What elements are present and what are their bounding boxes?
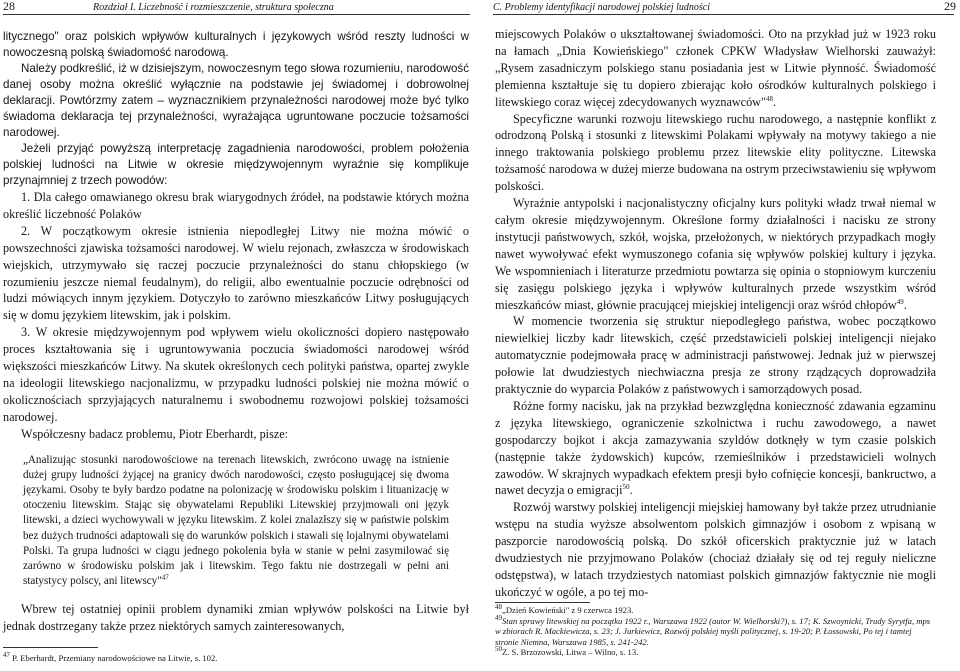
paragraph-text: Wyraźnie antypolski i nacjonalistyczny oficjalny kurs polityki władz trwał niemal w całym okresie międzywojennym. Określone formy działalności i nacisku ze strony instytucji państwowych, szkół, wojska, przełożonych, w niektórych przypadkach mogły nawet wywoływać efekt wymuszonego cofania się wpływów polskiej kultury i języka. We wspomnieniach i literaturze przedmiotu powtarza się opinia o stopniowym kurczeniu się zasięgu polskiego języka i wpływów kulturalnych przede wszystkim wśród mieszkańców miast, głównie pracującej miejskiej inteligencji oraz wśród chłopów (495, 196, 936, 312)
footnote-text: P. Eberhardt, Przemiany narodowościowe na Litwie, s. 102. (12, 653, 218, 663)
left-page-number: 28 (3, 0, 15, 13)
footnote-ref: 49 (896, 297, 904, 306)
footnote (3, 653, 469, 664)
footnote-number: 49 (495, 613, 502, 622)
paragraph: Współczesny badacz problemu, Piotr Eberhardt, pisze: (21, 426, 289, 441)
footnote-rule (495, 602, 590, 603)
left-running-title: Rozdział I. Liczebność i rozmieszczenie, struktura społeczna (93, 2, 334, 13)
footnote (495, 647, 936, 658)
footnote (495, 605, 936, 616)
footnotes (495, 605, 936, 658)
footnote-number: 48 (495, 603, 502, 612)
footnote-ref: 47 (161, 573, 169, 582)
right-page-number: 29 (944, 0, 956, 13)
paragraph: litycznego" oraz polskich wpływów kulturalnych i językowych wśród reszty ludności w nowoczesną polską świadomość narodową. (3, 30, 469, 59)
right-running-title: C. Problemy identyfikacji narodowej polskiej ludności (493, 2, 710, 13)
paragraph: W momencie tworzenia się struktur niepodległego państwa, wobec początkowo niewielkiej liczby kadr litewskich, część przedstawicieli polskiej inteligencji niejako automatycznie podejmowała pracę w administracji państwowej. Jednak już w pierwszej połowie lat dwudziestych niechwiaczna presja ze strony rządzących doprowadziła praktycznie do wyparcia Polaków z państwowych i samorządowych posad. (495, 314, 936, 397)
footnote-text: Stan sprawy litewskiej na początku 1922 r., Warszawa 1922 (autor W. Wielhorski?), s. 17; K. Szwoynicki, Trudy Syrytfa, mps w zbiorach R. Mackiewicza, s. 23; J. Jurkiewicz, Rozwój polskiej myśli politycznej, s. 19-20; P. Łossowski, Po tej i tamtej stronie Niemna, Warszawa 1985, s. 241-242. (495, 615, 931, 647)
footnote-ref: 50 (622, 483, 630, 492)
paragraph: Wbrew tej ostatniej opinii problem dynamiki zmian wpływów polskości na Litwie był jednak dostrzegany także przez niektórych samych zainteresowanych, (3, 602, 469, 634)
paragraph: Należy podkreślić, iż w dzisiejszym, nowoczesnym tego słowa rozumieniu, narodowość danej osoby można określić wyłącznie na podstawie jej świadomej i dobrowolnej deklaracji. Powtórzmy zatem – wyznacznikiem przynależności narodowej może być tylko świadoma deklaracja tej przynależności, wyrażająca ugruntowane poczucie tożsamości narodowej. (3, 62, 469, 139)
paragraph: Specyficzne warunki rozwoju litewskiego ruchu narodowego, a następnie konflikt z odrodzoną Polską i stosunki z litewskimi Polakami wpływały na motywy takiego a nie innego traktowania polskiego problemu przez litewskie elity polityczne. Litewska tożsamość narodowa w dużej mierze budowana na ostrym przeciwstawieniu się wpływom polskości. (495, 111, 936, 194)
left-page-header (3, 0, 472, 14)
left-sans-section (3, 29, 469, 189)
footnote-number: 50 (495, 645, 502, 654)
right-header-rule (493, 14, 954, 15)
right-page (480, 0, 960, 671)
paragraph-end: . (903, 297, 907, 312)
footnote-ref: 48 (765, 94, 773, 103)
paragraph-end: . (772, 94, 776, 109)
list-item: 1. Dla całego omawianego okresu brak wiarygodnych źródeł, na podstawie których można określić liczebność Polaków (3, 190, 469, 221)
paragraph-end: . (629, 483, 633, 498)
paragraph: Jeżeli przyjąć powyższą interpretację zagadnienia narodowości, problem położenia polskiej ludności na Litwie w okresie międzywojennym wyraźnie się komplikuje przynajmniej z trzech powodów: (3, 142, 469, 187)
left-header-rule (3, 14, 470, 15)
paragraph-text: Różne formy nacisku, jak na przykład bezwzględna konieczność zdawania egzaminu z języka litewskiego, ograniczenie szkolnictwa i ruchu zawodowego, a nawet gospodarczy bojkot i akcja zamazywania szyldów dotknęły w tym czasie polskich (następnie także żydowskich) kupców, rzemieślników i przedstawicieli wolnych zawodów. W skrajnych wypadkach efektem presji było cofnięcie koncesji, bankructwo, a nawet decyzja o emigracji (495, 398, 936, 498)
list-item: 3. W okresie międzywojennym pod wpływem wielu okoliczności dopiero następowało proces kształtowania się i ugruntowywania poczucia świadomości narodowej wśród większości mieszkańców Litwy. Na skutek określonych cech polityki państwa, opartej zwykle na ideologii litewskiego nacjonalizmu, w przypadku ludności polskiej nie można mówić o okolicznościach sprzyjających naturalnemu i swobodnemu rozwojowi polskiej tożsamości narodowej. (3, 325, 469, 424)
quote-text: „Analizując stosunki narodowościowe na terenach litewskich, zwrócono uwagę na istnienie dużej grupy ludności żyjącej na granicy dwóch narodowości, często posługującej się dwoma językami. Osoby te były bardzo podatne na polonizację w środowisku polskim i lituanizację w otoczeniu litewskim. Stając się obywatelami Republiki Litewskiej przyjmowali oni język litewski, a dzieci wychowywali w języku litewskim. Z kolei znalazłszy się w państwie polskim bez dużych trudności adaptowali się do warunków polskich i stawali się lojalnymi obywatelami Polski. Ta grupa ludności w ciągu jednego pokolenia była w stanie w pełni zasymilować się zarówno w środowisku polskim jak i litewskim. Tego faktu nie dostrzegali w pełni ani statystycy polscy, ani litewscy" (23, 453, 449, 588)
right-page-body (495, 26, 936, 601)
paragraph (495, 26, 936, 111)
right-page-header (493, 0, 956, 14)
footnote-text: Z. S. Brzozowski, Litwa – Wilno, s. 13. (502, 647, 639, 658)
list-item: 2. W początkowym okresie istnienia niepodległej Litwy nie można mówić o powszechności zjawiska tożsamości narodowej. W wielu rejonach, zwłaszcza w środowiskach wiejskich, utrzymywało się raczej poczucie przynależności do stanu chłopskiego (w rozumieniu jeszcze niemal feudalnym), do religii, albo ewentualnie poczucie odrębności od ludzi mówiących innym językiem. Dotyczyło to zarówno mieszkańców Litwy posługujących się w domu językiem litewskim, jak i polskim. (3, 223, 469, 323)
left-serif-section (3, 189, 469, 443)
footnote-number: 47 (3, 651, 10, 660)
left-page-body (3, 29, 469, 635)
footnote-text: „Dzień Kowieński" z 9 czerwca 1923. (502, 605, 634, 615)
paragraph: Rozwój warstwy polskiej inteligencji miejskiej hamowany był także przez utrudnianie wstępu na studia wyższe absolwentom polskich gimnazjów i osobom z wpisaną w paszporcie narodowością polską. Do szkół oficerskich praktycznie już w latach dwudziestych nie przyjmowano Polaków (chociaż działały się od tej reguły nieliczne odstępstwa), w latach trzydziestych natomiast polskich gimnazjów faktycznie nie mogli ukończyć w ogóle, a po tej mo- (495, 500, 936, 599)
paragraph (495, 195, 936, 313)
paragraph-text: miejscowych Polaków o ukształtowanej świadomości. Oto na przykład już w 1923 roku na łamach „Dnia Kowieńskiego" członek CPKW Władysław Wielhorski zauważył: „Rysem zasadniczym polskiego stanu posiadania jest w Litwie płynność. Świadomość plemienna kształtuje się tu dopiero zbierając koło ośrodków kulturalnych polskiego i litewskiego coraz więcej zdecydowanych wyznawców" (495, 27, 936, 109)
paragraph (495, 398, 936, 499)
footnote (495, 613, 936, 648)
footnote-rule (3, 647, 98, 648)
block-quote (23, 453, 449, 590)
